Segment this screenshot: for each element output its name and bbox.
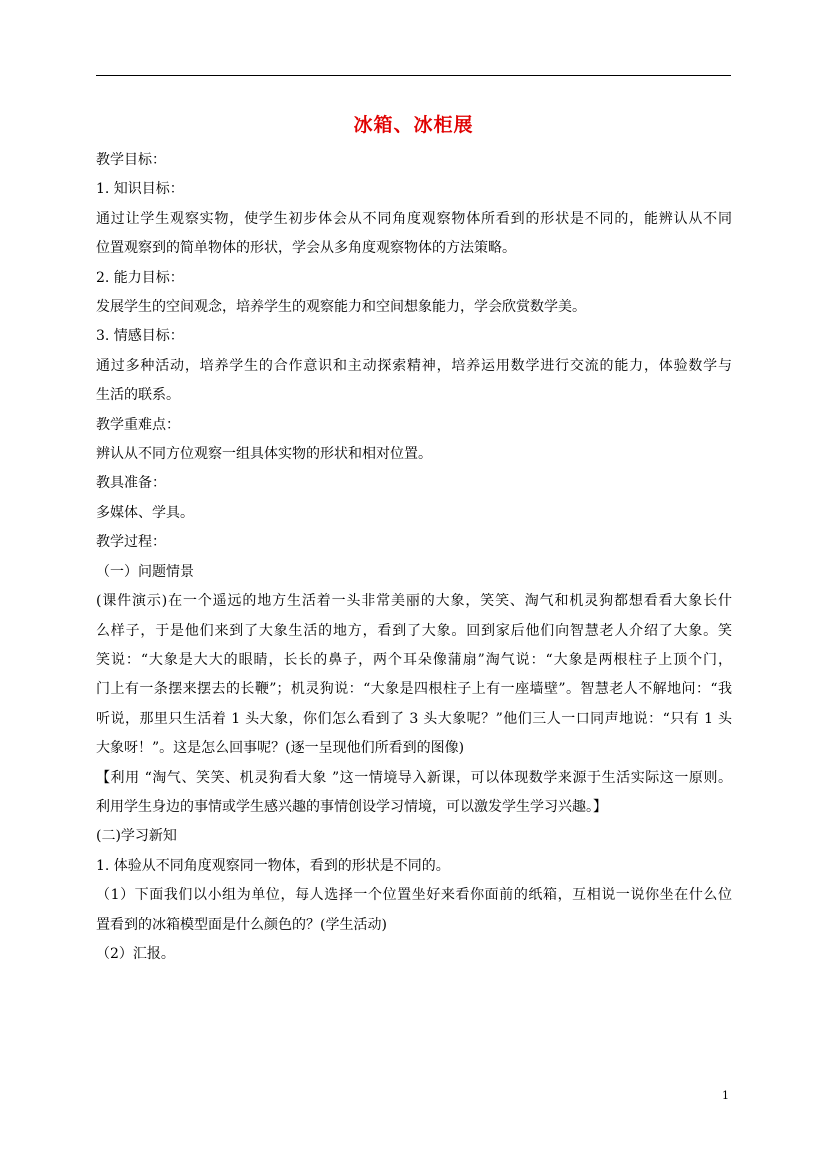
text-line: 笑说：“大象是大大的眼睛，长长的鼻子，两个耳朵像蒲扇”淘气说：“大象是两根柱子上顶个门， [96, 651, 732, 668]
text-line: 2. 能力目标： [96, 269, 184, 286]
text-line: 生活的联系。 [96, 387, 180, 404]
text-line: （1）下面我们以小组为单位，每人选择一个位置坐好来看你面前的纸箱，互相说一说你坐在什么位 [96, 887, 732, 904]
text-line: 通过让学生观察实物，使学生初步体会从不同角度观察物体所看到的形状是不同的，能辨认从不同 [96, 210, 732, 227]
document-title: 冰箱、冰柜展 [353, 114, 474, 136]
text-line: (课件演示)在一个遥远的地方生活着一头非常美丽的大象，笑笑、淘气和机灵狗都想看看大象长什 [96, 593, 732, 610]
text-line: 1. 知识目标： [96, 181, 184, 198]
text-line: 1. 体验从不同角度观察同一物体，看到的形状是不同的。 [96, 857, 450, 874]
text-line: 教学目标： [96, 152, 166, 168]
text-line: 么样子，于是他们来到了大象生活的地方，看到了大象。回到家后他们向智慧老人介绍了大象。笑 [96, 622, 732, 639]
text-line: 辨认从不同方位观察一组具体实物的形状和相对位置。 [96, 446, 432, 463]
text-line: 位置观察到的简单物体的形状，学会从多角度观察物体的方法策略。 [96, 240, 516, 257]
text-line: 门上有一条摆来摆去的长鞭”；机灵狗说：“大象是四根柱子上有一座墙壁”。智慧老人不解地问：“我 [96, 681, 732, 698]
page-number: 1 [722, 1089, 729, 1102]
text-line: （一）问题情景 [96, 563, 194, 580]
document-body [96, 146, 732, 969]
text-line: 通过多种活动，培养学生的合作意识和主动探索精神，培养运用数学进行交流的能力，体验数学与 [96, 357, 732, 374]
text-line: 利用学生身边的事情或学生感兴趣的事情创设学习情境，可以激发学生学习兴趣。】 [96, 798, 607, 815]
text-line: 教学重难点： [96, 416, 180, 433]
text-line: 发展学生的空间观念，培养学生的观察能力和空间想象能力，学会欣赏数学美。 [96, 299, 586, 316]
text-line: 置看到的冰箱模型面是什么颜色的？(学生活动) [96, 916, 387, 933]
text-line: 多媒体、学具。 [96, 504, 194, 521]
header-rule [96, 75, 731, 76]
text-line: 教具准备： [96, 475, 166, 492]
text-line: 3. 情感目标： [96, 328, 184, 345]
text-line: (二)学习新知 [96, 828, 177, 845]
text-line: 听说，那里只生活着 1 头大象，你们怎么看到了 3 头大象呢？”他们三人一口同声地说：“只有 1 头 [96, 710, 732, 727]
text-line: （2）汇报。 [96, 945, 175, 962]
text-line: 教学过程： [96, 534, 166, 551]
text-line: 【利用 “淘气、笑笑、机灵狗看大象 ”这一情境导入新课，可以体现数学来源于生活实际这一原则。 [96, 769, 732, 786]
text-line: 大象呀！”。这是怎么回事呢？(逐一呈现他们所看到的图像) [96, 740, 465, 757]
